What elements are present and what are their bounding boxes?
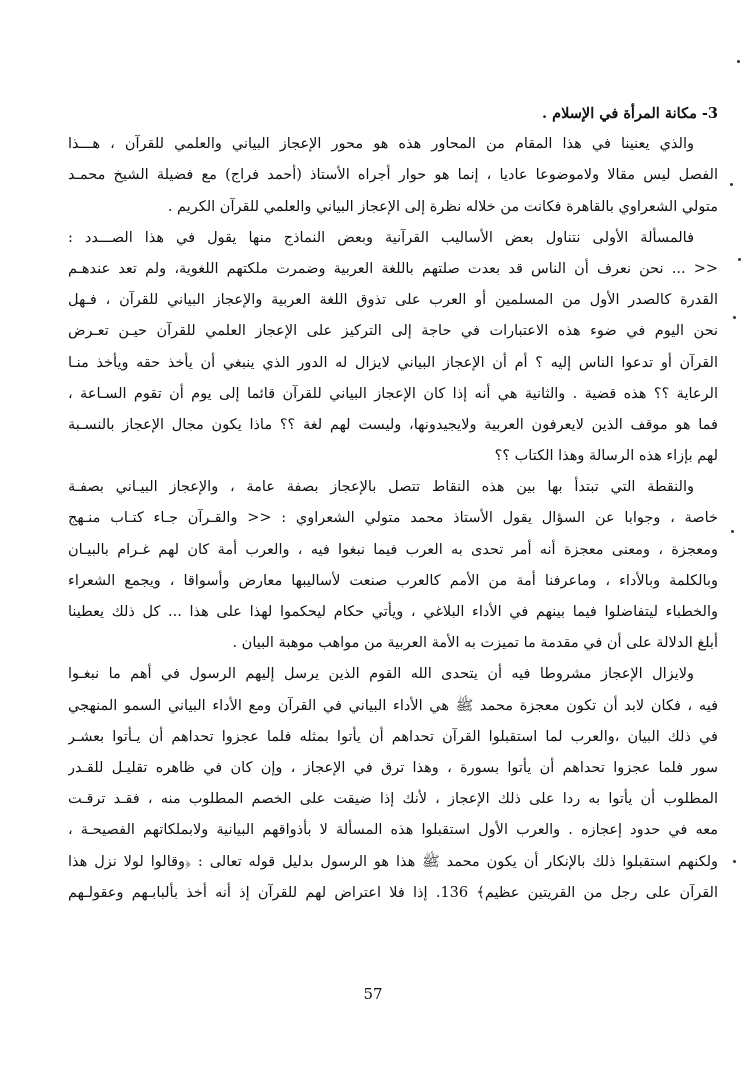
scan-speck [730,183,733,186]
text-line: المطلوب أن يأتوا به ردا على ذلك الإعجاز ، لأنك إذا ضيقت على الخصم المطلوب منه ، فقـد ترقـت [68,791,718,808]
text-line: والخطباء ليتفاضلوا فيما بينهم في الأداء البلاغي ، ويأتي حكام ليحكموا لهذا على هذا ... كل ذلك يعطينا [68,604,718,620]
scan-speck [737,60,740,63]
text-line: متولي الشعراوي بالقاهرة فكانت من خلاله نظرة إلى الإعجاز البياني والعلمي للقرآن الكريم . [167,198,718,215]
page-number: 57 [363,985,383,1003]
scan-speck [738,258,741,261]
text-line: ولايزال الإعجاز مشروطا فيه أن يتحدى الله القوم الذين يرسل إليهم الرسول في أهم ما نبغـوا [68,666,694,683]
text-line: أبلغ الدلالة على أن في مقدمة ما تميزت به الأمة العربية من مواهب موهبة البيان . [232,635,718,652]
text-line: ومعجزة ، ومعنى معجزة أنه أمر تحدى به العرب فيما نبغوا فيه ، والعرب أمة كان لهم غـرام بالبيـان [68,541,718,558]
document-body [68,98,718,909]
scan-speck [733,316,736,319]
text-line: فالمسألة الأولى نتناول بعض الأساليب القرآنية وبعض النماذج منها يقول في هذا الصـــدد : [68,229,694,246]
text-line: فما هو موقف الذين لايعرفون العربية ولايجيدونها، وليست لهم لغة ؟؟ ماذا يكون مجال الإعجاز بالنسـبة [68,416,718,433]
text-line: الفصل ليس مقالا ولاموضوعا عاديا ، إنما هو حوار أجراه الأستاذ (أحمد فراج) مع فضيلة الشيخ محمـد [68,167,718,184]
text-line: والنقطة التي تبتدأ بها بين هذه النقاط تتصل بالإعجاز بصفة عامة ، والإعجاز البيـاني بصفـة [68,479,694,496]
text-line: القدرة كالصدر الأول من المسلمين أو العرب على تذوق اللغة العربية والإعجاز البياني للقرآن ، فـهل [68,292,718,309]
text-line: فيه ، فكان لابد أن تكون معجزة محمد ﷺ هي الأداء البياني في القرآن ومع الأداء البياني السمو المنهجي [68,697,718,714]
text-line: لهم بإزاء هذه الرسالة وهذا الكتاب ؟؟ [494,448,718,465]
text-line: << ... نحن نعرف أن الناس قد بعدت صلتهم باللغة العربية وضمرت ملكتهم اللغوية، ولم تعد عندهـم [68,260,718,277]
text-line: معه في حدود إعجازه . والعرب الأول استقبلوا هذه المسألة لا بأذواقهم البيانية ولابملكاتهم الفصيحـة ، [68,822,718,839]
text-line: والذي يعنينا في هذا المقام من المحاور هذه هو محور الإعجاز البياني والعلمي للقرآن ، هـــذا [68,136,694,153]
text-line: نحن اليوم في ضوء هذه الاعتبارات في حاجة إلى التركيز على الإعجاز العلمي للقرآن حيـن تعـرض [68,323,718,340]
text-line: القرآن أو تدعوا الناس إليه ؟ أم أن الإعجاز البياني لايزال له الدور الذي ينبغي أن يأخذ حقه ويأخذ منـا [68,354,718,371]
scan-speck [733,860,736,863]
text-line: سور فلما عجزوا تحداهم أن يأتوا بسورة ، وهذا ترق في الإعجاز ، وإن كان في ظاهره تقليـل للقـدر [68,759,718,776]
scan-speck [731,530,734,533]
text-line: ولكنهم استقبلوا ذلك بالإنكار أن يكون محمد ﷺ هذا هو الرسول بدليل قوله تعالى : ﴿وقالوا لولا نزل هذا [68,853,718,870]
text-line: القرآن على رجل من القريتين عظيم﴾ 136. إذا فلا اعتراض لهم للقرآن إذ أنه أخذ بألبابـهم وعقولـهم [68,884,718,901]
section-heading: 3- مكانة المرأة في الإسلام . [542,105,718,122]
text-line: وبالكلمة وبالأداء ، وماعرفنا أمة من الأمم كالعرب صنعت لأساليبها معارض وأسواقا ، ويجمع الشعراء [68,572,718,589]
text-line: الرعاية ؟؟ هذه قضية . والثانية هي أنه إذا كان الإعجاز البياني للقرآن قائما إلى يوم أن تقوم السـاعة ، [68,385,718,402]
text-line: في ذلك البيان ،والعرب لما استقبلوا القرآن تحداهم أن يأتوا بمثله فلما عجزوا تحداهم أن يـأتوا بعشـر [68,728,718,745]
text-line: خاصة ، وجوابا عن السؤال يقول الأستاذ محمد متولي الشعراوي : << والقـرآن جـاء كتـاب منـهج [68,510,718,527]
